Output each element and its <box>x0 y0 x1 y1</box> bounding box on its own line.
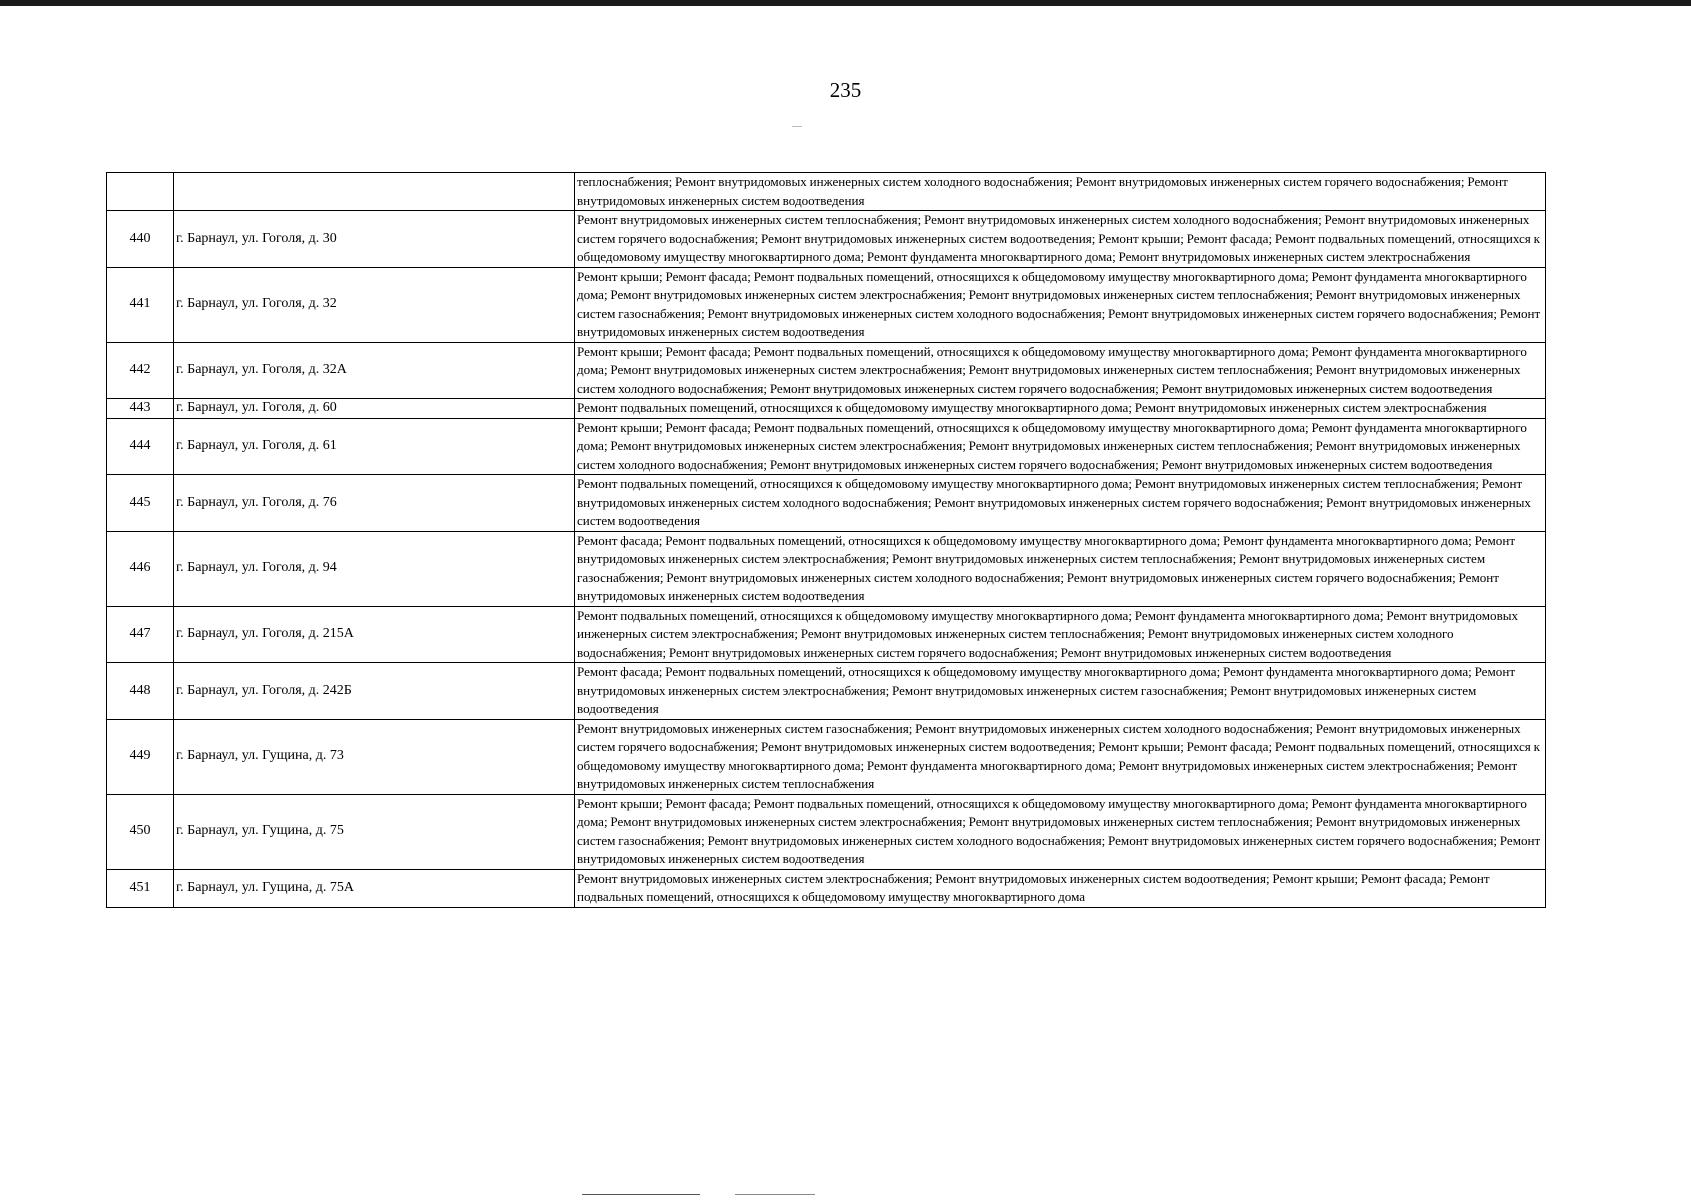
row-works: Ремонт фасада; Ремонт подвальных помещений, относящихся к общедомовому имуществу многоквартирного дома; Ремонт фундамента многоквартирного дома; Ремонт внутридомовых инженерных систем электроснабжения; Ремонт внутридомовых инженерных систем теплоснабжения; Ремонт внутридомовых инженерных систем газоснабжения; Ремонт внутридомовых инженерных систем холодного водоснабжения; Ремонт внутридомовых инженерных систем горячего водоснабжения; Ремонт внутридомовых инженерных систем водоотведения <box>575 531 1546 606</box>
table-row <box>107 399 1546 419</box>
row-address: г. Барнаул, ул. Гущина, д. 75А <box>174 869 575 907</box>
row-address: г. Барнаул, ул. Гоголя, д. 94 <box>174 531 575 606</box>
row-works: Ремонт подвальных помещений, относящихся к общедомовому имуществу многоквартирного дома; Ремонт внутридомовых инженерных систем электроснабжения <box>575 399 1546 419</box>
table-row <box>107 869 1546 907</box>
row-address: г. Барнаул, ул. Гоголя, д. 32 <box>174 267 575 342</box>
table-row <box>107 267 1546 342</box>
row-works: Ремонт внутридомовых инженерных систем электроснабжения; Ремонт внутридомовых инженерных систем водоотведения; Ремонт крыши; Ремонт фасада; Ремонт подвальных помещений, относящихся к общедомовому имуществу многоквартирного дома <box>575 869 1546 907</box>
row-number: 450 <box>107 794 174 869</box>
row-address: г. Барнаул, ул. Гоголя, д. 61 <box>174 418 575 475</box>
table-row <box>107 418 1546 475</box>
table-row <box>107 794 1546 869</box>
row-number: 440 <box>107 211 174 268</box>
row-address: г. Барнаул, ул. Гоголя, д. 242Б <box>174 663 575 720</box>
bottom-scan-mark <box>582 1194 700 1195</box>
top-border-rule <box>0 0 1691 6</box>
bottom-scan-mark <box>735 1194 815 1195</box>
table-row <box>107 531 1546 606</box>
row-works: Ремонт фасада; Ремонт подвальных помещений, относящихся к общедомовому имуществу многоквартирного дома; Ремонт фундамента многоквартирного дома; Ремонт внутридомовых инженерных систем электроснабжения; Ремонт внутридомовых инженерных систем газоснабжения; Ремонт внутридомовых инженерных систем водоотведения <box>575 663 1546 720</box>
table-row <box>107 475 1546 532</box>
row-number: 446 <box>107 531 174 606</box>
row-number <box>107 173 174 211</box>
row-works: Ремонт крыши; Ремонт фасада; Ремонт подвальных помещений, относящихся к общедомовому имуществу многоквартирного дома; Ремонт фундамента многоквартирного дома; Ремонт внутридомовых инженерных систем электроснабжения; Ремонт внутридомовых инженерных систем теплоснабжения; Ремонт внутридомовых инженерных систем холодного водоснабжения; Ремонт внутридомовых инженерных систем горячего водоснабжения; Ремонт внутридомовых инженерных систем водоотведения <box>575 342 1546 399</box>
row-number: 451 <box>107 869 174 907</box>
row-works: Ремонт подвальных помещений, относящихся к общедомовому имуществу многоквартирного дома; Ремонт фундамента многоквартирного дома; Ремонт внутридомовых инженерных систем электроснабжения; Ремонт внутридомовых инженерных систем теплоснабжения; Ремонт внутридомовых инженерных систем холодного водоснабжения; Ремонт внутридомовых инженерных систем горячего водоснабжения; Ремонт внутридомовых инженерных систем водоотведения <box>575 606 1546 663</box>
table-row <box>107 342 1546 399</box>
row-address: г. Барнаул, ул. Гоголя, д. 215А <box>174 606 575 663</box>
row-address: г. Барнаул, ул. Гоголя, д. 30 <box>174 211 575 268</box>
table-row <box>107 663 1546 720</box>
row-address: г. Барнаул, ул. Гоголя, д. 76 <box>174 475 575 532</box>
row-number: 443 <box>107 399 174 419</box>
row-works: Ремонт внутридомовых инженерных систем теплоснабжения; Ремонт внутридомовых инженерных систем холодного водоснабжения; Ремонт внутридомовых инженерных систем горячего водоснабжения; Ремонт внутридомовых инженерных систем водоотведения; Ремонт крыши; Ремонт фасада; Ремонт подвальных помещений, относящихся к общедомовому имуществу многоквартирного дома; Ремонт фундамента многоквартирного дома; Ремонт внутридомовых инженерных систем электроснабжения <box>575 211 1546 268</box>
page-number-underline <box>792 126 802 127</box>
table-row <box>107 606 1546 663</box>
row-address <box>174 173 575 211</box>
row-works: Ремонт крыши; Ремонт фасада; Ремонт подвальных помещений, относящихся к общедомовому имуществу многоквартирного дома; Ремонт фундамента многоквартирного дома; Ремонт внутридомовых инженерных систем электроснабжения; Ремонт внутридомовых инженерных систем теплоснабжения; Ремонт внутридомовых инженерных систем холодного водоснабжения; Ремонт внутридомовых инженерных систем горячего водоснабжения; Ремонт внутридомовых инженерных систем водоотведения <box>575 418 1546 475</box>
row-number: 441 <box>107 267 174 342</box>
row-number: 448 <box>107 663 174 720</box>
row-works: теплоснабжения; Ремонт внутридомовых инженерных систем холодного водоснабжения; Ремонт внутридомовых инженерных систем горячего водоснабжения; Ремонт внутридомовых инженерных систем водоотведения <box>575 173 1546 211</box>
row-address: г. Барнаул, ул. Гоголя, д. 60 <box>174 399 575 419</box>
row-works: Ремонт крыши; Ремонт фасада; Ремонт подвальных помещений, относящихся к общедомовому имуществу многоквартирного дома; Ремонт фундамента многоквартирного дома; Ремонт внутридомовых инженерных систем электроснабжения; Ремонт внутридомовых инженерных систем теплоснабжения; Ремонт внутридомовых инженерных систем газоснабжения; Ремонт внутридомовых инженерных систем холодного водоснабжения; Ремонт внутридомовых инженерных систем горячего водоснабжения; Ремонт внутридомовых инженерных систем водоотведения <box>575 267 1546 342</box>
row-number: 442 <box>107 342 174 399</box>
row-works: Ремонт крыши; Ремонт фасада; Ремонт подвальных помещений, относящихся к общедомовому имуществу многоквартирного дома; Ремонт фундамента многоквартирного дома; Ремонт внутридомовых инженерных систем электроснабжения; Ремонт внутридомовых инженерных систем теплоснабжения; Ремонт внутридомовых инженерных систем газоснабжения; Ремонт внутридомовых инженерных систем холодного водоснабжения; Ремонт внутридомовых инженерных систем горячего водоснабжения; Ремонт внутридомовых инженерных систем водоотведения <box>575 794 1546 869</box>
row-works: Ремонт подвальных помещений, относящихся к общедомовому имуществу многоквартирного дома; Ремонт внутридомовых инженерных систем теплоснабжения; Ремонт внутридомовых инженерных систем холодного водоснабжения; Ремонт внутридомовых инженерных систем горячего водоснабжения; Ремонт внутридомовых инженерных систем водоотведения <box>575 475 1546 532</box>
row-number: 447 <box>107 606 174 663</box>
table-row <box>107 719 1546 794</box>
row-number: 449 <box>107 719 174 794</box>
repair-registry-table <box>106 172 1546 908</box>
row-address: г. Барнаул, ул. Гоголя, д. 32А <box>174 342 575 399</box>
table-row <box>107 211 1546 268</box>
page-number: 235 <box>829 78 862 102</box>
row-number: 445 <box>107 475 174 532</box>
row-address: г. Барнаул, ул. Гущина, д. 75 <box>174 794 575 869</box>
table-row <box>107 173 1546 211</box>
row-works: Ремонт внутридомовых инженерных систем газоснабжения; Ремонт внутридомовых инженерных систем холодного водоснабжения; Ремонт внутридомовых инженерных систем горячего водоснабжения; Ремонт внутридомовых инженерных систем водоотведения; Ремонт крыши; Ремонт фасада; Ремонт подвальных помещений, относящихся к общедомовому имуществу многоквартирного дома; Ремонт фундамента многоквартирного дома; Ремонт внутридомовых инженерных систем электроснабжения; Ремонт внутридомовых инженерных систем теплоснабжения <box>575 719 1546 794</box>
row-address: г. Барнаул, ул. Гущина, д. 73 <box>174 719 575 794</box>
row-number: 444 <box>107 418 174 475</box>
